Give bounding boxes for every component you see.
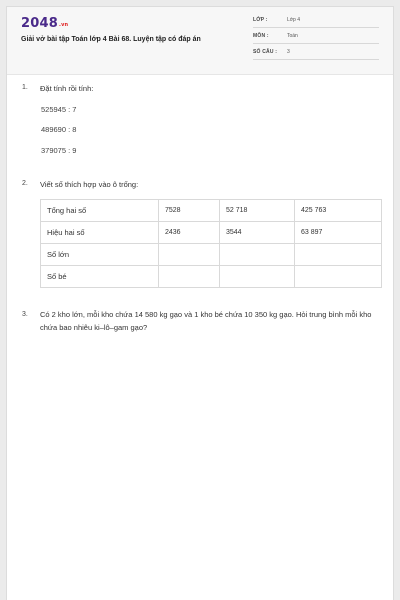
table-cell: 3544 [220, 222, 295, 244]
question-1-item: 379075 : 9 [41, 146, 77, 155]
question-2-number: 2. [22, 180, 28, 187]
question-3-number: 3. [22, 311, 28, 318]
meta-subject-value: Toán [287, 33, 298, 39]
meta-count-key: SỐ CÂU : [253, 49, 278, 55]
question-1-text: Đặt tính rồi tính: [40, 84, 94, 93]
row-label: Tổng hai số [41, 200, 159, 222]
worksheet-page [6, 6, 394, 600]
question-1-item: 525945 : 7 [41, 105, 77, 114]
table-row [41, 200, 382, 222]
table-row [41, 222, 382, 244]
table-cell: 425 763 [295, 200, 382, 222]
logo-suffix: .vn [58, 22, 69, 28]
question-3-text: Có 2 kho lớn, mỗi kho chứa 14 580 kg gạo và 1 kho bé chứa 10 350 kg gạo. Hỏi trung bình mỗi kho chứa bao nhiêu ki–lô–gam gạo? [40, 310, 372, 332]
worksheet-title: Giải vở bài tập Toán lớp 4 Bài 68. Luyện tập có đáp án [21, 36, 201, 43]
row-label: Số bé [41, 266, 159, 288]
table-row [41, 266, 382, 288]
answer-cell[interactable] [220, 266, 295, 288]
answer-cell[interactable] [159, 266, 220, 288]
meta-count [253, 48, 379, 60]
table-cell: 7528 [159, 200, 220, 222]
row-label: Số lớn [41, 244, 159, 266]
meta-count-value: 3 [287, 49, 290, 55]
answer-cell[interactable] [295, 244, 382, 266]
meta-grade-value: Lớp 4 [287, 17, 301, 23]
worksheet-header [7, 7, 393, 75]
meta-subject-key: MÔN : [253, 33, 269, 39]
question-1-number: 1. [22, 84, 28, 91]
row-label: Hiệu hai số [41, 222, 159, 244]
answer-cell[interactable] [220, 244, 295, 266]
answer-table [40, 199, 382, 288]
table-cell: 63 897 [295, 222, 382, 244]
answer-cell[interactable] [295, 266, 382, 288]
meta-grade [253, 16, 379, 28]
table-cell: 2436 [159, 222, 220, 244]
question-1-item: 489690 : 8 [41, 125, 77, 134]
table-cell: 52 718 [220, 200, 295, 222]
site-logo[interactable] [21, 16, 68, 31]
answer-cell[interactable] [159, 244, 220, 266]
meta-subject [253, 32, 379, 44]
meta-grade-key: LỚP : [253, 17, 268, 23]
logo-text: 2048 [21, 16, 58, 31]
question-2-text: Viết số thích hợp vào ô trống: [40, 180, 139, 189]
table-row [41, 244, 382, 266]
